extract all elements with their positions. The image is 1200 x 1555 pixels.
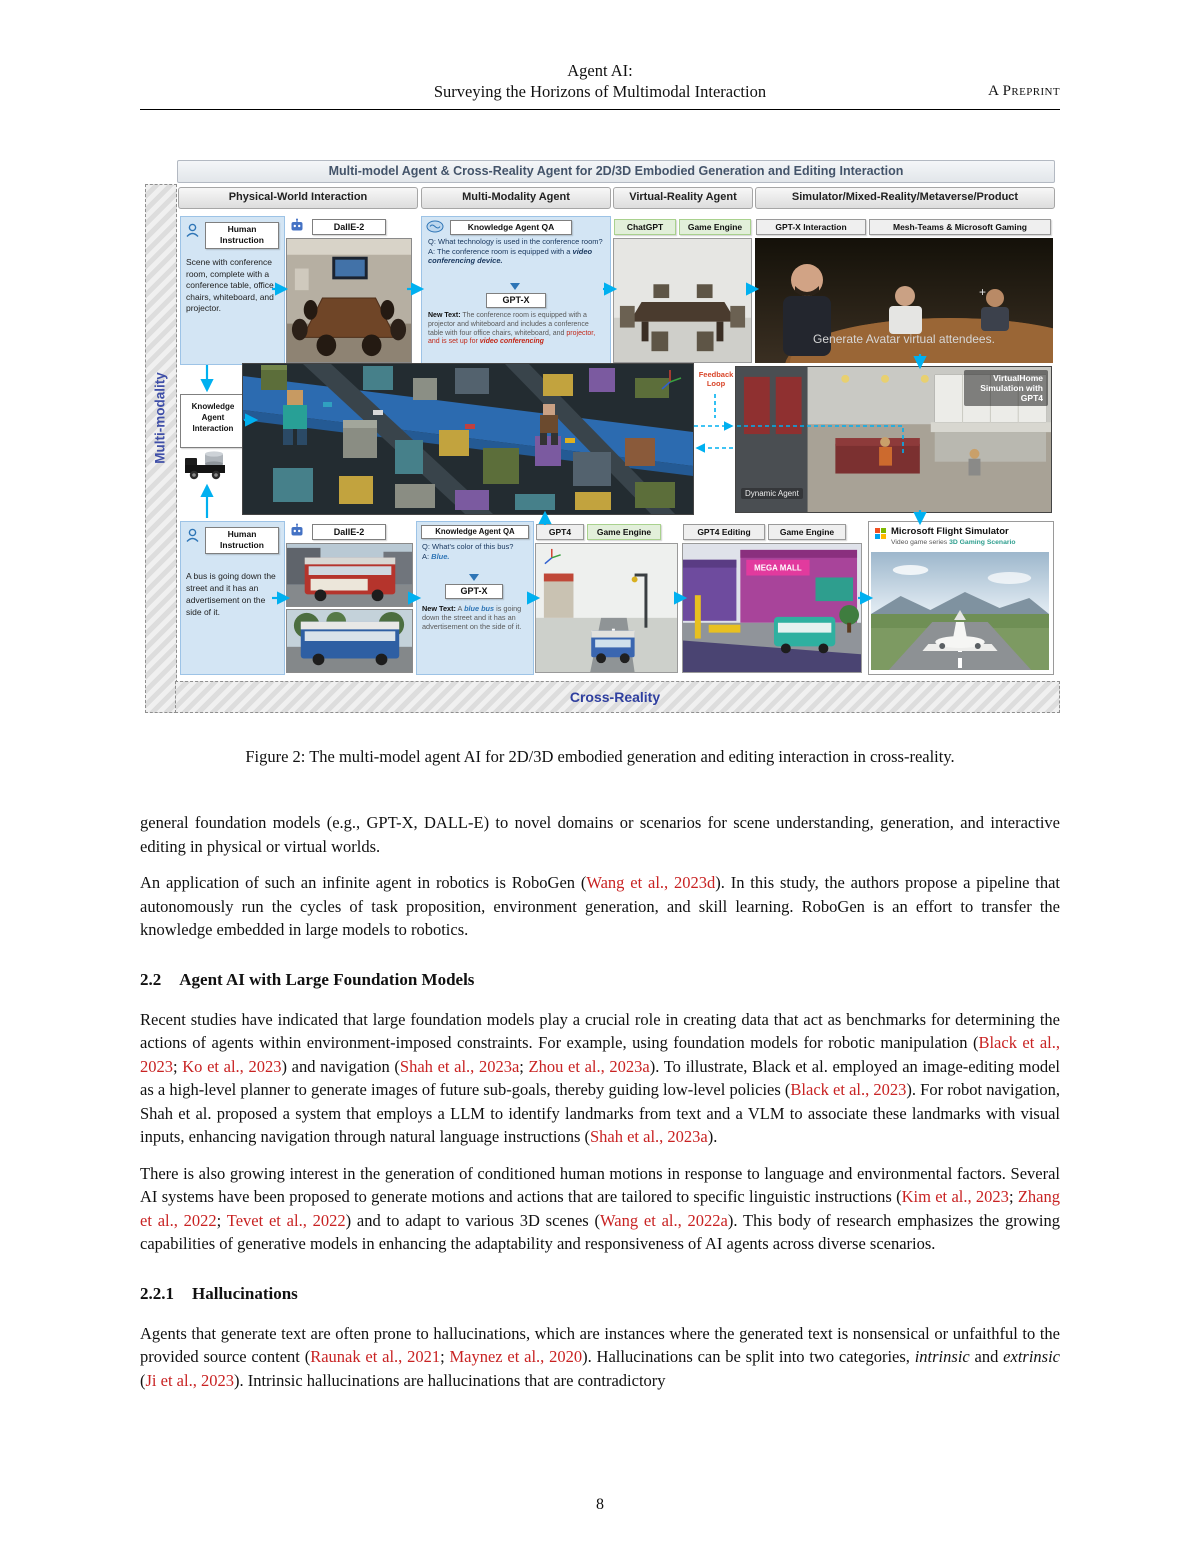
gpt4-chip: GPT4 <box>536 524 584 540</box>
dynamic-agent-label: Dynamic Agent <box>741 488 803 499</box>
section-title: Hallucinations <box>192 1283 298 1303</box>
human-instruction-chip: Human Instruction <box>205 222 279 249</box>
paragraph <box>140 871 1060 942</box>
human-instruction-chip: Human Instruction <box>205 527 279 554</box>
preprint-label: A Preprint <box>988 83 1060 99</box>
header-rule <box>140 109 1060 110</box>
section-number: 2.2.1 <box>140 1283 174 1303</box>
gptx-interaction-chip: GPT-X Interaction <box>756 219 866 235</box>
text-segment: ; <box>216 1210 227 1230</box>
panel-dalle-top <box>286 216 412 363</box>
text-segment: Agents that generate text are often prone to hallucinations, which are instances where the generated text is nonsensical or unfaithful to the provided source content ( <box>140 1323 1060 1366</box>
new-text-pre: A <box>455 604 465 613</box>
msfs-title: Microsoft Flight Simulator <box>891 526 1009 537</box>
citation-link[interactable]: Wang et al., 2023d <box>586 873 716 892</box>
multimodality-axis-label: Multi-modality <box>152 372 168 464</box>
citation-link[interactable]: Ji et al., 2023 <box>145 1370 234 1390</box>
knowledge-agent-qa-chip: Knowledge Agent QA <box>421 525 529 539</box>
text-segment: ) and to adapt to various 3D scenes ( <box>345 1210 601 1230</box>
citation-link[interactable]: Maynez et al., 2020 <box>449 1347 583 1366</box>
text-segment: There is also growing interest in the generation of conditioned human motions in response to language and environmental factors. Several AI systems have been proposed to generate motions and actions that are tailored to specific linguistic instructions ( <box>140 1163 1060 1206</box>
user-icon <box>185 528 200 543</box>
gptx-chip: GPT-X <box>486 293 546 308</box>
avatar-caption: Generate Avatar virtual attendees. <box>813 332 995 346</box>
figure-banner: Multi-model Agent & Cross-Reality Agent for 2D/3D Embodied Generation and Editing Interaction <box>177 160 1055 183</box>
knowledge-agent-interaction-chip: Knowledge Agent Interaction <box>180 394 246 448</box>
msfs-subtitle: Video game series <box>891 539 950 546</box>
text-segment: ; <box>440 1347 450 1366</box>
section-number: 2.2 <box>140 969 162 989</box>
panel-mall-scene <box>682 521 862 673</box>
citation-link[interactable]: Zhou et al., 2023a <box>528 1056 650 1076</box>
paper-title-line2: Surveying the Horizons of Multimodal Interaction <box>433 82 767 101</box>
game-engine-chip: Game Engine <box>679 219 751 235</box>
citation-link[interactable]: Black et al., 2023 <box>140 1033 1060 1076</box>
down-arrow-icon <box>469 574 479 581</box>
knowledge-agent-qa-chip: Knowledge Agent QA <box>450 220 572 235</box>
qa-answer: A: <box>422 551 432 561</box>
qa-question: Q: What technology is used in the conference room? <box>428 237 603 246</box>
figure-2 <box>145 156 1060 713</box>
new-text-label: New Text: <box>428 312 461 319</box>
citation-link[interactable]: Kim et al., 2023 <box>901 1187 1009 1206</box>
column-header-multimodality-agent: Multi-Modality Agent <box>421 187 611 209</box>
text-segment: ; <box>173 1056 183 1076</box>
panel-vr-render <box>613 216 752 363</box>
robot-icon <box>289 218 305 234</box>
msfs-subtitle-accent: 3D Gaming Scenario <box>949 539 1016 546</box>
paragraph <box>140 1008 1060 1149</box>
text-segment: ) and navigation ( <box>281 1056 400 1076</box>
text-segment: ( <box>140 1370 146 1390</box>
text-segment: ). Intrinsic hallucinations are hallucinations that are contradictory <box>233 1370 666 1390</box>
body-text <box>140 811 1060 1392</box>
bus-prompt-text: A bus is going down the street and it has an advertisement on the side of it. <box>186 571 276 617</box>
conference-room-photo <box>286 238 412 363</box>
bus-3d-render <box>535 543 678 673</box>
citation-link[interactable]: Zhang et al., 2022 <box>140 1187 1060 1230</box>
feedback-loop-label: Feedback Loop <box>698 370 734 388</box>
text-segment: ). This body of research emphasizes the growing capabilities of generative models in enhancing the adaptability and responsiveness of AI agents across diverse scenarios. <box>140 1210 1061 1253</box>
qa-answer-emph: Blue. <box>431 551 450 561</box>
user-icon <box>185 223 200 238</box>
text-segment: Recent studies have indicated that large foundation models play a crucial role in creating data that act as benchmarks for determining the actions of agents within environment-imposed constraints. For example, using foundation models for robotic manipulation ( <box>140 1009 1060 1052</box>
text-segment: An application of such an infinite agent in robotics is RoboGen ( <box>140 873 587 892</box>
paragraph <box>140 1322 1060 1393</box>
qa-answer: A: The conference room is equipped with a <box>428 246 573 256</box>
panel-human-instruction-bottom <box>180 521 285 675</box>
paragraph <box>140 1162 1060 1256</box>
gpt4-editing-chip: GPT4 Editing <box>683 524 765 540</box>
citation-link[interactable]: Wang et al., 2022a <box>600 1210 728 1230</box>
red-bus-photo <box>286 543 413 607</box>
new-text-post: is going down the street and it has an advertisement on the side of it. <box>422 604 522 632</box>
text-segment: ). For robot navigation, Shah et al. proposed a system that employs a LLM to identify landmarks from text and a VLM to associate these landmarks with visual inputs, enhancing navigation through natural language instructions ( <box>140 1080 1060 1146</box>
citation-link[interactable]: Shah et al., 2023a <box>399 1056 520 1076</box>
mesh-teams-chip: Mesh-Teams & Microsoft Gaming <box>869 219 1051 235</box>
text-segment: ). Hallucinations can be split into two categories, <box>582 1347 915 1366</box>
paragraph <box>140 811 1060 858</box>
game-engine-chip: Game Engine <box>587 524 661 540</box>
game-engine-chip: Game Engine <box>768 524 846 540</box>
emphasized-text: extrinsic <box>1003 1347 1060 1366</box>
citation-link[interactable]: Tevet et al., 2022 <box>226 1210 346 1230</box>
text-segment: ). In this study, the authors propose a pipeline that autonomously run the cycles of task proposition, environment generation, and skill learning. RoboGen is an effort to transfer the knowledge embedded in large models to robotics. <box>140 873 1060 939</box>
text-segment: ). <box>707 1127 718 1146</box>
emphasized-text: intrinsic <box>914 1347 970 1366</box>
qa-answer-emph: video conferencing device. <box>428 246 593 265</box>
text-segment: general foundation models (e.g., GPT-X, DALL-E) to novel domains or scenarios for scene understanding, generation, and interactive editing in physical or virtual worlds. <box>140 813 1060 856</box>
table-3d-render <box>613 238 752 363</box>
figure-caption: Figure 2: The multi-model agent AI for 2D/3D embodied generation and editing interaction in cross-reality. <box>245 747 955 766</box>
running-header <box>0 0 1200 110</box>
citation-link[interactable]: Shah et al., 2023a <box>589 1127 708 1146</box>
text-segment: and <box>969 1347 1004 1366</box>
truck-database-icon <box>183 450 229 482</box>
panel-human-instruction-top <box>180 216 285 365</box>
panel-flight-simulator <box>868 521 1054 675</box>
gptx-chip: GPT-X <box>445 584 503 599</box>
panel-virtualhome <box>735 366 1052 513</box>
panel-avatars <box>755 216 1053 363</box>
mega-mall-sign: MEGA MALL <box>754 563 802 573</box>
citation-link[interactable]: Ko et al., 2023 <box>182 1056 282 1076</box>
column-header-simulator: Simulator/Mixed-Reality/Metaverse/Product <box>755 187 1055 209</box>
section-title: Agent AI with Large Foundation Models <box>179 969 475 989</box>
text-segment: ). To illustrate, Black et al. employed an image-editing model as a high-level planner to generate images of future sub-goals, thereby guiding low-level policies ( <box>140 1056 1060 1099</box>
column-header-physical-world: Physical-World Interaction <box>178 187 418 209</box>
mall-scene-image <box>682 543 862 673</box>
new-text-red: projector, and is set up for <box>428 329 596 346</box>
robot-icon <box>289 523 305 539</box>
text-segment: ; <box>519 1056 529 1076</box>
knowledge-icon <box>426 220 444 233</box>
citation-link[interactable]: Black et al., 2023 <box>790 1080 907 1099</box>
svg-text:+: + <box>979 285 987 299</box>
dalle-chip: DallE-2 <box>312 524 386 540</box>
panel-knowledge-qa-bottom <box>416 521 534 675</box>
new-text-label: New Text: <box>422 604 456 613</box>
city-simulation-image <box>242 363 694 515</box>
qa-question: Q: What's color of this bus? <box>422 542 514 551</box>
chatgpt-chip: ChatGPT <box>614 219 676 235</box>
panel-bus-render <box>535 521 678 673</box>
column-header-vr-agent: Virtual-Reality Agent <box>613 187 753 209</box>
paper-title-line1: Agent AI: <box>567 61 633 80</box>
new-text-emph: blue bus <box>464 604 495 613</box>
section-heading-2-2-1 <box>140 1284 1060 1304</box>
new-text-body: The conference room is equipped with a projector and whiteboard and includes a conference table with four office chairs, whiteboard, and <box>428 312 589 337</box>
blue-bus-photo <box>286 609 413 673</box>
panel-knowledge-qa-top <box>421 216 611 365</box>
citation-link[interactable]: Raunak et al., 2021 <box>310 1347 441 1366</box>
virtualhome-label: VirtualHome Simulation with GPT4 <box>964 370 1048 406</box>
dalle-chip: DallE-2 <box>312 219 386 235</box>
section-heading-2-2 <box>140 970 1060 990</box>
panel-dalle-bottom <box>286 521 413 673</box>
crossreality-axis-label: Cross-Reality <box>569 689 661 705</box>
new-text-red-emph: video conferencing <box>479 338 544 346</box>
flight-sim-image <box>871 552 1049 670</box>
page-number: 8 <box>596 1496 604 1513</box>
msfs-logo-icon <box>875 528 886 539</box>
down-arrow-icon <box>510 283 520 290</box>
scene-prompt-text: Scene with conference room, complete with a conference table, office chairs, whiteboard, and projector. <box>186 257 274 313</box>
text-segment: ; <box>1008 1187 1018 1206</box>
